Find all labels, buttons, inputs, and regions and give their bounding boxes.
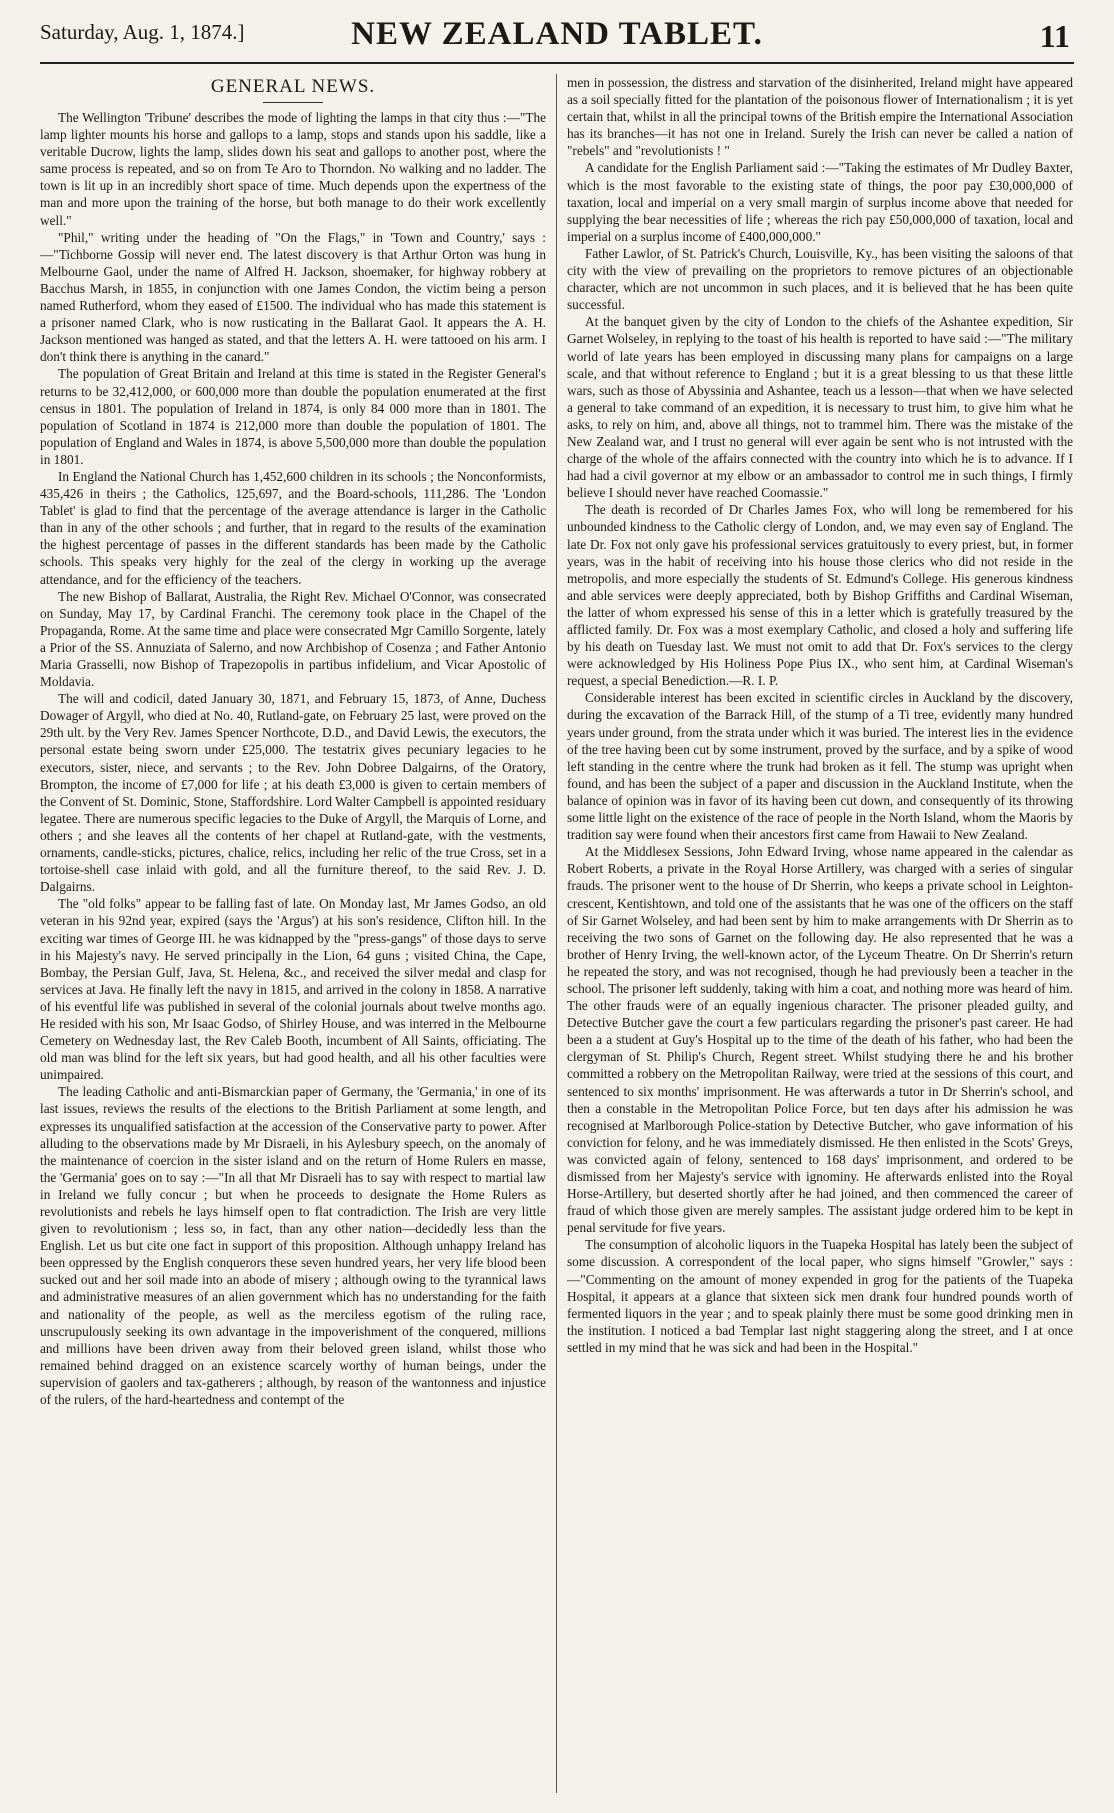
paragraph-duchess-will: The will and codicil, dated January 30, 1871, and February 15, 1873, of Anne, Duchess Dowager of Argyll, who died at No. 40, Rutland-gate, on February 25 last, were proved on the 29th ult. by the Very Rev. James Spencer Northcote, D.D., and David Lewis, the executors, the personal estate being sworn under £25,000. The testatrix gives pecuniary legacies to he executors, sister, niece, and servants ; to the Rev. John Dobree Dalgairns, of the Oratory, Brompton, the income of £7,000 for life ; at his death £3,000 is given to certain members of the Convent of St. Dominic, Stone, Staffordshire. Lord Walter Campbell is appointed residuary legatee. There are numerous specific legacies to the Duke of Argyll, the Marquis of Lorne, and others ; and she leaves all the contents of her chapel at Rutland-gate, with the vestments, ornaments, candle-sticks, pictures, chalice, relics, including her relic of the true Cross, set in a tortoise-shell case inlaid with gold, and all the furniture thereof, to the said Rev. J. D. Dalgairns.	[40, 691, 546, 895]
paragraph-taxation: A candidate for the English Parliament said :—"Taking the estimates of Mr Dudley Baxter, which is the most favorable to the existing state of things, the poor pay £30,000,000 of taxation, local and imperial on a very small margin of surplus income above that needed for supplying the bear necessities of life ; whereas the rich pay £50,000,000 of taxation, local and imperial on a surplus income of £400,000,000."	[567, 160, 1073, 244]
paragraph-germania: The leading Catholic and anti-Bismarckian paper of Germany, the 'Germania,' in one of its last issues, reviews the results of the elections to the British Parliament at some length, and expresses its unqualified satisfaction at the accession of the Conservative party to power. After alluding to the observations made by Mr Disraeli, in his Aylesbury speech, on the anomaly of the maintenance of coercion in the sister island and on the return of Home Rulers en masse, the 'Germania' goes on to say :—"In all that Mr Disraeli has to say with respect to martial law in Ireland we fully concur ; but when he proceeds to designate the Home Rulers as revolutionists and rebels he lays himself open to flat contradiction. The Irish are very little given to revolutionism ; less so, in fact, than any other nation—decidedly less than the English. Let us but cite one fact in support of this proposition. Although unhappy Ireland has been oppressed by the English conquerors these seven hundred years, her very life blood been sucked out and her soil made into an abode of misery ; although owing to the tyrannical laws and administrative measures of an alien government which has no understanding for the faith and nationality of the people, as well as the merciless egotism of the ruling race, unscrupulously seeking its own advantage in the impoverishment of the conquered, millions and millions have been driven away from their beloved green island, whilst those who remained behind dragged on an existence scarcely worthy of human beings, under the supervision of gaolers and tax-gatherers ; although, by reason of the wantonness and injustice of the rulers, of the hard-heartedness and contempt of the	[40, 1084, 546, 1408]
paragraph-middlesex-sessions: At the Middlesex Sessions, John Edward Irving, whose name appeared in the calendar as Robert Roberts, a private in the Royal Horse Artillery, was charged with a series of singular frauds. The prisoner went to the house of Dr Sherrin, who keeps a private school in Leighton-crescent, Kentishtown, and told one of the assistants that he was one of the officers on the staff of Sir Garnet Wolseley, and had been sent by him to make arrangements with Dr Sherrin as to receiving the two sons of Garnet on the following day. He also represented that he was a brother of Henry Irving, the well-known actor, of the Lyceum Theatre. On Dr Sherrin's return he repeated the story, and was not recognised, though he had previously been a teacher in the school. The prisoner left suddenly, taking with him a coat, and nothing more was heard of him. The other frauds were of an equally ingenious character. The prisoner pleaded guilty, and Detective Butcher gave the court a few particulars regarding the prisoner's past career. He had been a a student at Guy's Hospital up to the time of the death of his father, who had been the clergyman of St. Philip's Church, Regent street. Whilst studying there he and his brother committed a robbery on the Metropolitan Railway, were tried at the sessions of this court, and sentenced to six months' imprisonment. He was afterwards a tutor in Dr Sherrin's school, and then a constable in the Metropolitan Police Force, but ten days after his admission he was recognised at Marlborough Police-station by Detective Butcher, who gave information of his conviction for felony, and he was immediately dismissed. He then enlisted in the Scots' Greys, was convicted again of felony, sentenced to 168 days' imprisonment, and ordered to be dismissed from her Majesty's service with ignominy. He afterwards enlisted into the Royal Horse-Artillery, but deserted shortly after he had joined, and then commenced the career of fraud of which those given are merely samples. The assistant judge ordered him to be kept in penal servitude for five years.	[567, 844, 1073, 1236]
paragraph-father-lawlor: Father Lawlor, of St. Patrick's Church, Louisville, Ky., has been visiting the saloons of that city with the view of prevailing on the proprietors to remove pictures of an objectionable character, which are not uncommon in such places, and it is believed that he has been quite successful.	[567, 245, 1073, 313]
article-columns	[40, 74, 1074, 1793]
newspaper-title: NEW ZEALAND TABLET.	[351, 16, 763, 52]
paragraph-ti-tree: Considerable interest has been excited in scientific circles in Auckland by the discovery, during the excavation of the Barrack Hill, of the stump of a Ti tree, evidently many hundred years under ground, from the strata under which it was buried. The interest lies in the evidence of the tree having been cut by some instrument, proved by the surface, and by a spike of wood left standing in the centre where the trunk had broken as it fell. The stump was upright when found, and has been the subject of a paper and discussion in the Auckland Institute, when the balance of opinion was in favor of its having been cut down, and consequently of its throwing some little light on the existence of the race of people in the North Island, whom the Maoris by tradition say were found when their ancestors first came from Hawaii to New Zealand.	[567, 690, 1073, 843]
masthead	[40, 0, 1074, 64]
paragraph-tuapeka-hospital: The consumption of alcoholic liquors in the Tuapeka Hospital has lately been the subject of some discussion. A correspondent of the local paper, who signs himself "Growler," says :—"Commenting on the amount of money expended in grog for the patients of the Tuapeka Hospital, it appears at a glance that sixteen sick men drank four hundred pounds worth of fermented liquors in the year ; and to speak plainly there must be some good drinking men in the institution. I noticed a bad Templar last night staggering along the street, and I at once settled in my mind that he was sick and had been in the Hospital."	[567, 1237, 1073, 1355]
paragraph-bishop-ballarat: The new Bishop of Ballarat, Australia, the Right Rev. Michael O'Connor, was consecrated on Sunday, May 17, by Cardinal Franchi. The ceremony took place in the Chapel of the Propaganda, Rome. At the same time and place were consecrated Mgr Camillo Sorgente, lately a Prior of the SS. Annuziata of Salerno, and now Archbishop of Cosenza ; and Father Antonio Maria Grasselli, now Bishop of Trapezopolis in partibus infidelium, and Vicar Apostolic of Moldavia.	[40, 588, 546, 690]
paragraph-tichborne: "Phil," writing under the heading of "On the Flags," in 'Town and Country,' says :—"Tichborne Gossip will never end. The latest discovery is that Arthur Orton was hung in Melbourne Gaol, under the name of Alfred H. Jackson, shoemaker, for highway robbery at Bacchus Marsh, in 1855, in conjunction with one James Condon, the victim being a person named Rutherford, whom they eased of £1500. The individual who has made this statement is a prisoner named Clark, who is now rusticating in the Ballarat Gaol. It appears the A. H. Jackson mentioned was hanged as stated, and that the letters A. H. were tattooed on his arm. I don't think there is anything in the canard."	[40, 229, 546, 365]
left-column	[40, 74, 546, 1793]
paragraph-population: The population of Great Britain and Ireland at this time is stated in the Register General's returns to be 32,412,000, or 600,000 more than double the population enumerated at the first census in 1801. The population of Ireland in 1874, is only 84 000 more than in 1801. The population of Scotland in 1874 is 212,000 more than double the population of 1801. The population of England and Wales in 1874, is above 5,500,000 more than double the population in 1801.	[40, 366, 546, 467]
section-title: GENERAL NEWS.	[210, 76, 376, 97]
paragraph-wolseley-banquet: At the banquet given by the city of London to the chiefs of the Ashantee expedition, Sir Garnet Wolseley, in replying to the toast of his health is reported to have said :—"The military world of late years has been employed in discussing many plans for campaigns on a large scale, and that without reference to England ; but it is a great blessing to us that these little wars, such as those of Abyssinia and Ashantee, teach us a lesson—that when we have selected a general to take command of an expedition, it is necessary to trust him, to give him what he asks, to rely on him, and, above all things, not to trammel him. There was the mistake of the New Zealand war, and I trust no general will ever again be sent who is not intrusted with the charge of the whole of the affairs connected with the country into which he is to advance. If I had had a civil governor at my elbow or an ambassador to control me in such things, I firmly believe I should never have reached Coomassie."	[567, 314, 1073, 501]
paragraph-old-folks: The "old folks" appear to be falling fast of late. On Monday last, Mr James Godso, an old veteran in his 92nd year, expired (says the 'Argus') at his son's residence, Clifton hill. In the exciting war times of George III. he was kidnapped by the "press-gangs" of those days to serve in his Majesty's navy. He served principally in the Lion, 64 guns ; visited China, the Cape, Bombay, the Persian Gulf, Java, St. Helena, &c., and received the silver medal and clasp for services at Java. He finally left the navy in 1815, and arrived in the colony in 1858. A narrative of his eventful life was published in several of the colonial journals about twelve months ago. He resided with his son, Mr Isaac Godso, of Shirley House, and was interred in the Melbourne Cemetery on Wednesday last, the Rev Caleb Booth, incumbent of All Saints, officiating. The old man was blind for the left six years, but had good health, and all his other faculties were unimpaired.	[40, 896, 546, 1083]
issue-date: Saturday, Aug. 1, 1874.]	[40, 20, 245, 44]
page-number: 11	[1039, 18, 1070, 54]
paragraph-dr-fox: The death is recorded of Dr Charles James Fox, who will long be remembered for his unbounded kindness to the Catholic clergy of London, and, we may even say of England. The late Dr. Fox not only gave his professional services gratuitously to every priest, but, in former years, was in the habit of receiving into his house those clerics who did not reside in the metropolis, and more especially the students of St. Edmund's College. His generous kindness and able services were deeply appreciated, both by Bishop Griffiths and Cardinal Wiseman, the latter of whom expressed his sense of this in a letter which is gratefully treasured by the afflicted family. Dr. Fox was a most exemplary Catholic, and closed a holy and suffering life by his death on Tuesday last. We must not omit to add that Dr. Fox's services to the clergy were acknowledged by His Holiness Pope Pius IX., who sent him, at Cardinal Wiseman's request, a special Benediction.—R. I. P.	[567, 502, 1073, 689]
right-column	[567, 74, 1073, 1793]
paragraph-lamp-lighting: The Wellington 'Tribune' describes the mode of lighting the lamps in that city thus :—"The lamp lighter mounts his horse and gallops to a lamp, stops and stands upon his saddle, like a veritable Ducrow, lights the lamp, slides down his seat and gallops to another post, where the same process is repeated, and so on from Te Aro to Thorndon. No walking and no ladder. The town is lit up in an incredibly short space of time. Much depends upon the expertness of the man and more upon the training of the horse, but both manage to do their work excellently well."	[40, 110, 546, 228]
column-divider	[556, 74, 557, 1793]
paragraph-schools: In England the National Church has 1,452,600 children in its schools ; the Nonconformists, 435,426 in theirs ; the Catholics, 125,697, and the Board-schools, 111,286. The 'London Tablet' is glad to find that the percentage of the average attendance is larger in the Catholic than in any of the other schools ; and further, that in regard to the results of the examination the highest percentage of passes in the different standards has been made by the Catholic schools. This speaks very highly for the zeal of the clergy in working up the average attendance, and for the efficiency of the teachers.	[40, 468, 546, 587]
paragraph-germania-continued: men in possession, the distress and starvation of the disinherited, Ireland might have appeared as a soil specially fitted for the plantation of the poisonous flower of Internationalism ; it is yet certain that, whilst in all the principal towns of the British empire the International Association has its branches—it has not one in Ireland. Surely the Irish can never be called a nation of "rebels" and "revolutionists ! "	[567, 75, 1073, 159]
title-rule	[263, 102, 323, 103]
